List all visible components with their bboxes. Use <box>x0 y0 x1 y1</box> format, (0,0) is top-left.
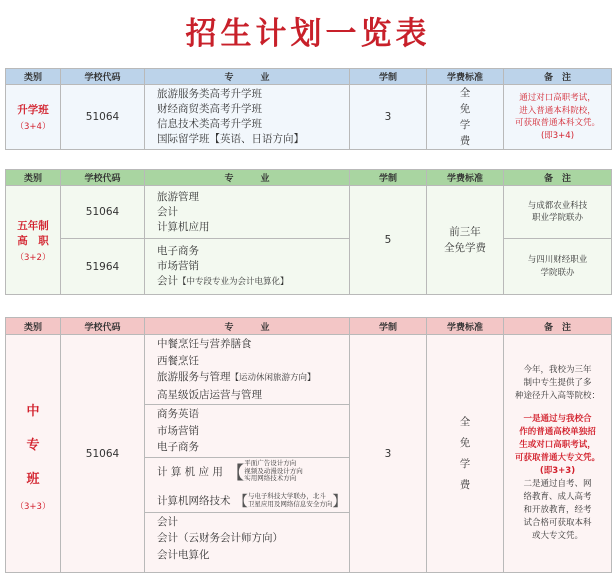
header-major: 专 业 <box>145 170 350 186</box>
major-list <box>145 186 350 239</box>
note-line: 和开放教育，经考 <box>523 505 592 515</box>
note-line: 一是通过与我校合 <box>523 414 592 424</box>
duration-value: 5 <box>350 186 427 295</box>
major-direction: 卫星应用及网络信息安全方向 <box>247 499 333 508</box>
category-sub: （3+3） <box>15 502 51 512</box>
category-char: 班 <box>26 472 40 487</box>
major-name: 会计 <box>157 274 178 287</box>
school-code: 51064 <box>61 186 145 239</box>
major-item <box>157 369 349 387</box>
major-item: 市场营销 <box>157 259 199 272</box>
major-item: 旅游服务类高考升学班 <box>157 88 262 100</box>
major-item: 国际留学班【英语、日语方向】 <box>157 133 304 145</box>
note-cell <box>504 186 612 239</box>
fee-char: 全 <box>459 87 471 99</box>
fee-char: 免 <box>459 436 471 449</box>
note-line: 生或对口高职考试， <box>519 440 596 450</box>
category-line: 高 职 <box>17 234 49 247</box>
major-item: 信息技术类高考升学班 <box>157 118 262 130</box>
fee-value <box>427 186 504 295</box>
fee-char: 全 <box>459 415 471 428</box>
major-item: 电子商务 <box>157 244 199 257</box>
note-line: 今年，我校为三年 <box>523 365 592 375</box>
header-note: 备 注 <box>504 69 612 85</box>
duration-value: 3 <box>350 335 427 573</box>
major-direction: 与电子科技大学联办，北斗 <box>247 492 326 500</box>
major-group <box>145 458 349 513</box>
header-category: 类别 <box>6 318 61 335</box>
note-sub: (即3+4) <box>540 130 575 141</box>
note-line: 络教育、成人高考 <box>523 492 592 502</box>
table-five-year <box>5 169 612 295</box>
note-line: 职业学院联办 <box>531 213 583 223</box>
major-name: 旅游服务与管理 <box>157 371 231 383</box>
note-line: 进入普通本科院校， <box>519 105 596 116</box>
note-line: 学院联办 <box>540 267 575 278</box>
category-line: 五年制 <box>17 219 49 232</box>
school-code: 51064 <box>61 335 145 573</box>
header-duration: 学制 <box>350 69 427 85</box>
header-school-code: 学校代码 <box>61 170 145 186</box>
duration-value: 3 <box>350 85 427 150</box>
school-code: 51964 <box>61 239 145 295</box>
category-cell <box>6 186 61 295</box>
major-item: 高星级饭店运营与管理 <box>157 388 262 401</box>
major-item: 财经商贸类高考升学班 <box>157 103 262 115</box>
header-note: 备 注 <box>504 170 612 186</box>
table-upgrade-class <box>5 68 612 150</box>
major-item: 会计 <box>157 515 178 528</box>
major-item: 计算机网络技术 【 与电子科技大学联办，北斗 卫星应用及网络信息安全方向 】 <box>157 492 347 510</box>
major-item: 旅游管理 <box>157 190 199 203</box>
note-line: 可获取普通本科文凭。 <box>514 118 600 128</box>
note-line: 与成都农业科技 <box>527 200 588 211</box>
category-cell <box>6 335 61 573</box>
major-groups <box>145 335 350 573</box>
header-duration: 学制 <box>350 318 427 335</box>
note-cell <box>504 239 612 295</box>
fee-char: 费 <box>459 135 471 147</box>
fee-char: 学 <box>459 457 471 470</box>
major-direction: 【运动休闲旅游方向】 <box>230 373 316 383</box>
major-direction: 【中专段专业为会计电算化】 <box>178 276 289 287</box>
fee-char: 免 <box>459 103 471 115</box>
header-category: 类别 <box>6 69 61 85</box>
note-line: 种途径升入高等院校： <box>514 391 600 401</box>
note-line: 试合格可获取本科 <box>523 518 592 528</box>
note-line: 通过对口高职考试， <box>519 93 596 103</box>
header-major: 专 业 <box>145 69 350 85</box>
header-school-code: 学校代码 <box>61 69 145 85</box>
major-item <box>157 274 349 290</box>
note-line: 或大专文凭。 <box>531 531 583 541</box>
category-sub: （3+4） <box>15 122 51 132</box>
major-name: 计算机网络技术 <box>157 495 231 507</box>
category-sub: （3+2） <box>15 252 51 263</box>
category-cell <box>6 85 61 150</box>
major-item: 会计（云财务会计师方向） <box>157 532 283 544</box>
header-category: 类别 <box>6 170 61 186</box>
header-major: 专 业 <box>145 318 350 335</box>
header-duration: 学制 <box>350 170 427 186</box>
header-fee: 学费标准 <box>427 69 504 85</box>
major-item: 会计电算化 <box>157 548 210 561</box>
major-item: 市场营销 <box>157 424 199 437</box>
major-direction: 实用网络技术方向 <box>244 474 297 483</box>
major-item: 计算机应用 <box>157 220 210 233</box>
note-cell <box>504 85 612 150</box>
note-line: 制中专生提供了多 <box>523 378 592 388</box>
category-char: 中 <box>26 404 40 419</box>
header-fee: 学费标准 <box>427 170 504 186</box>
page-title: 招生计划一览表 <box>185 16 431 52</box>
major-item: 计 算 机 应 用 【 平面广告设计方向 视频及动漫设计方向 实用网络技术方向 <box>157 459 303 484</box>
fee-line: 前三年 <box>449 226 481 238</box>
major-item: 商务英语 <box>157 408 199 420</box>
header-note: 备 注 <box>504 318 612 335</box>
note-sub: (即3+3) <box>539 466 576 476</box>
fee-char: 学 <box>459 119 471 131</box>
table-secondary <box>5 317 612 573</box>
major-group <box>145 513 349 565</box>
major-group <box>145 405 349 458</box>
note-line: 二是通过自考、网 <box>523 479 592 489</box>
fee-value <box>427 335 504 573</box>
major-group <box>145 335 349 405</box>
note-cell <box>504 335 612 573</box>
note-line: 与四川财经职业 <box>527 255 588 265</box>
header-school-code: 学校代码 <box>61 318 145 335</box>
school-code: 51064 <box>61 85 145 150</box>
major-list <box>145 239 350 295</box>
major-direction: 视频及动漫设计方向 <box>244 466 303 475</box>
major-list <box>145 85 350 150</box>
major-direction: 平面广告设计方向 <box>244 459 297 468</box>
major-name: 计 算 机 应 用 <box>157 466 223 478</box>
note-line: 可获取普通大专文凭。 <box>514 453 600 463</box>
major-item: 中餐烹饪与营养膳食 <box>157 338 252 350</box>
fee-line: 全免学费 <box>444 242 486 254</box>
category-char: 专 <box>26 438 40 453</box>
header-fee: 学费标准 <box>427 318 504 335</box>
category-name: 升学班 <box>17 104 49 116</box>
fee-value <box>427 85 504 150</box>
major-item: 会计 <box>157 205 178 218</box>
major-item: 西餐烹饪 <box>157 354 199 367</box>
major-item: 电子商务 <box>157 441 199 453</box>
note-line: 作的普通高校单独招 <box>519 427 596 437</box>
fee-char: 费 <box>459 478 471 491</box>
